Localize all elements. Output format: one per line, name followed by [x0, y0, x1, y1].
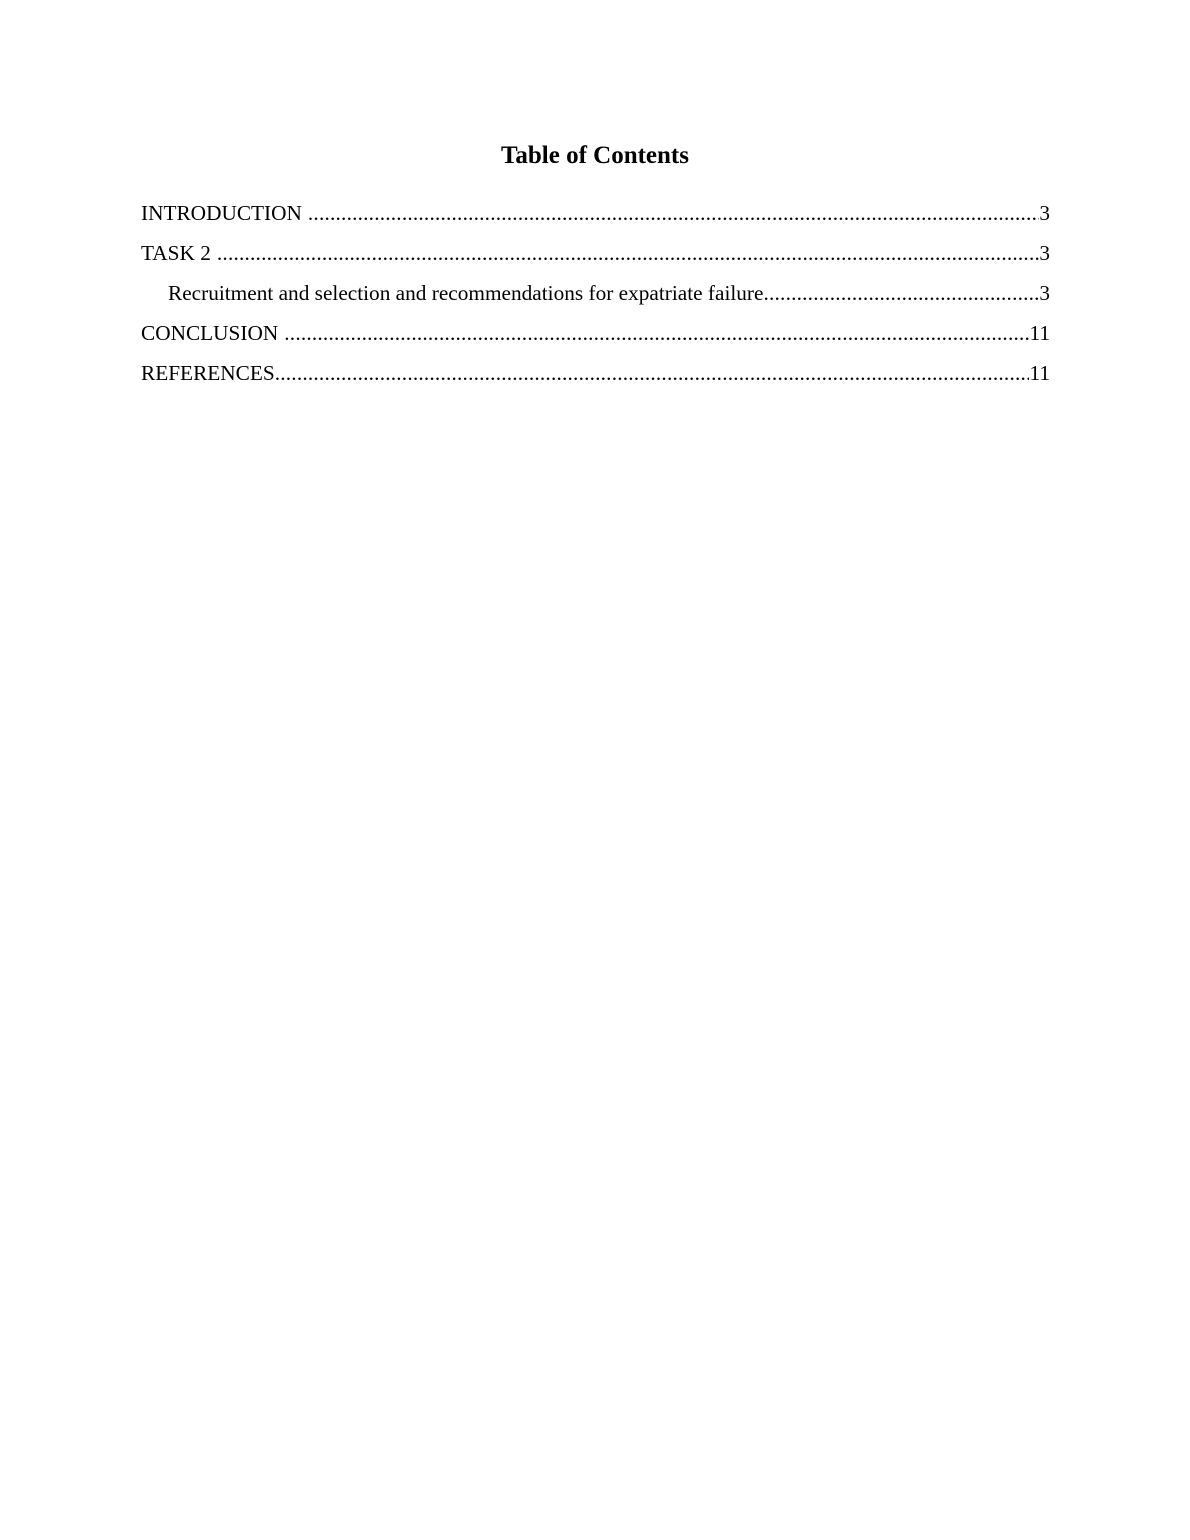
toc-entry-label: CONCLUSION: [141, 321, 279, 345]
toc-entry-label: Recruitment and selection and recommendations for expatriate failure: [168, 281, 764, 305]
toc-entry-label: REFERENCES: [141, 361, 275, 385]
toc-dot-leader: [275, 355, 1030, 391]
toc-title: Table of Contents: [501, 142, 689, 169]
toc-page-number: 3: [1039, 241, 1050, 265]
toc-dot-leader: [763, 275, 1039, 311]
toc-dot-leader: [308, 195, 1039, 231]
toc-entry-task-2[interactable]: [141, 235, 1050, 275]
toc-page-number: 11: [1029, 321, 1050, 345]
toc-entry-introduction[interactable]: [141, 195, 1050, 235]
toc-list: [141, 195, 1050, 395]
toc-entry-recruitment-and-selection[interactable]: [141, 275, 1050, 315]
toc-dot-leader: [217, 235, 1039, 271]
toc-page-number: 11: [1029, 361, 1050, 385]
toc-entry-references[interactable]: [141, 355, 1050, 395]
toc-page-number: 3: [1039, 201, 1050, 225]
toc-entry-label: TASK 2: [141, 241, 211, 265]
toc-entry-conclusion[interactable]: [141, 315, 1050, 355]
toc-entry-label: INTRODUCTION: [141, 201, 302, 225]
toc-dot-leader: [284, 315, 1029, 351]
toc-page-number: 3: [1039, 281, 1050, 305]
